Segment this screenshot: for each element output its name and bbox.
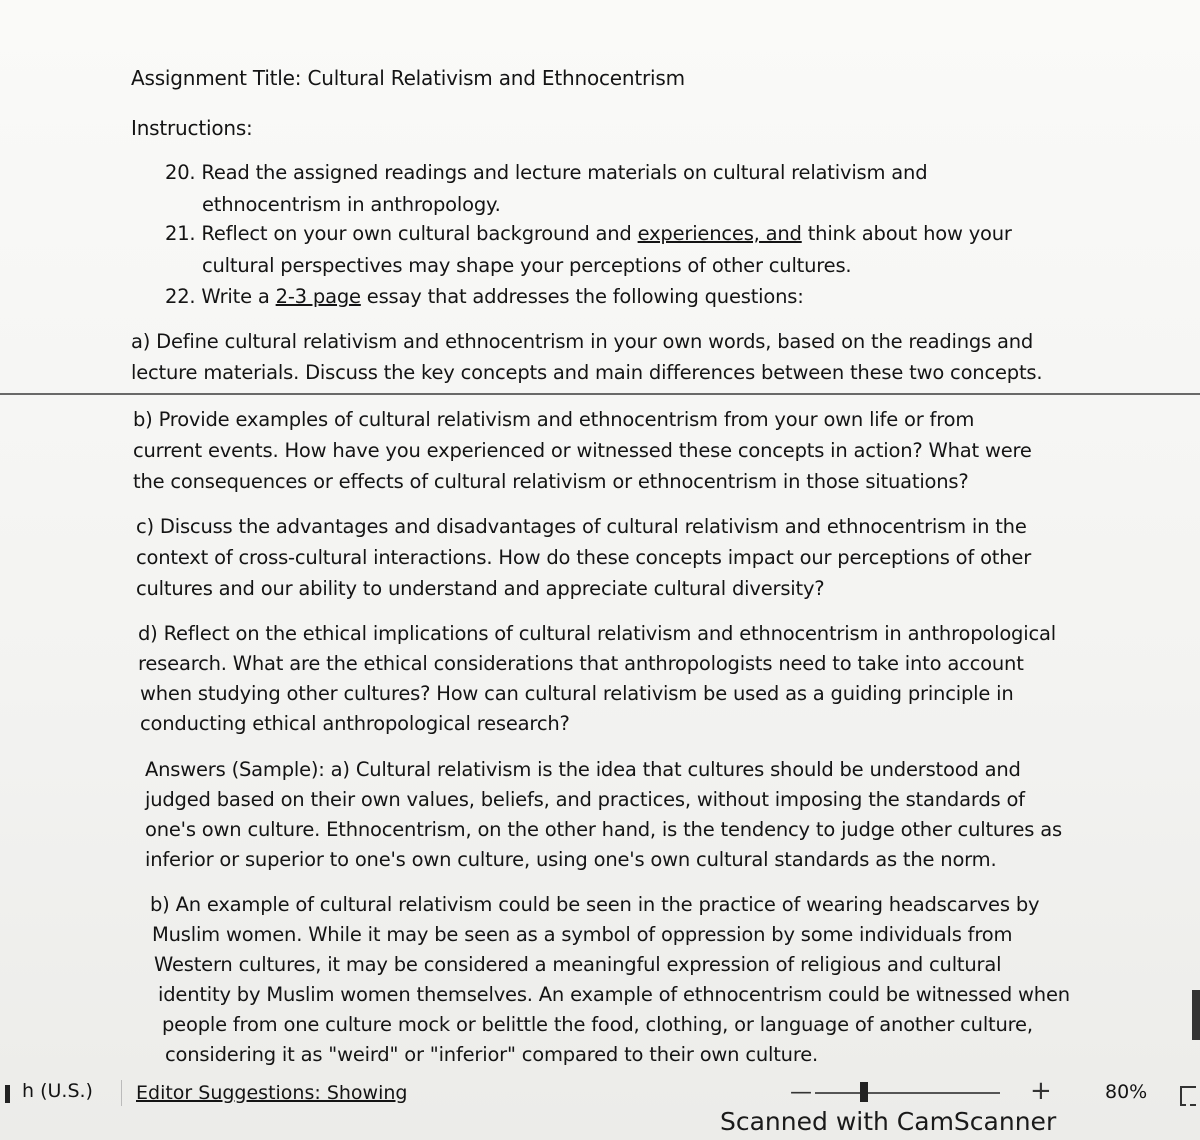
question-d-line-3: when studying other cultures? How can cultural relativism be used as a guiding principle in	[140, 682, 1014, 705]
answer-a-line-3: one's own culture. Ethnocentrism, on the other hand, is the tendency to judge other cultures as	[145, 818, 1062, 841]
answer-b-line-6: considering it as "weird" or "inferior" compared to their own culture.	[165, 1043, 819, 1066]
step-20-line-1: 20. Read the assigned readings and lecture materials on cultural relativism and	[165, 161, 928, 184]
question-a-line-2: lecture materials. Discuss the key concepts and main differences between these two concepts.	[131, 361, 1043, 384]
answer-b-line-4: identity by Muslim women themselves. An example of ethnocentrism could be witnessed when	[158, 983, 1070, 1006]
fit-page-icon[interactable]	[1180, 1086, 1196, 1106]
step-22-underlined-text: 2-3 page	[275, 285, 361, 308]
answer-b-line-3: Western cultures, it may be considered a meaningful expression of religious and cultural	[154, 953, 1002, 976]
answer-b-line-1: b) An example of cultural relativism could be seen in the practice of wearing headscarves by	[150, 893, 1040, 916]
page-edge-mark	[1192, 990, 1200, 1040]
answer-b-line-2: Muslim women. While it may be seen as a symbol of oppression by some individuals from	[152, 923, 1013, 946]
page-fold-line	[0, 393, 1200, 395]
step-21-text-pre: 21. Reflect on your own cultural background and	[165, 222, 638, 245]
question-d-line-1: d) Reflect on the ethical implications of cultural relativism and ethnocentrism in anthropological	[138, 622, 1056, 645]
zoom-slider-thumb[interactable]	[860, 1082, 868, 1102]
answer-a-line-2: judged based on their own values, beliefs, and practices, without imposing the standards of	[145, 788, 1025, 811]
question-d-line-4: conducting ethical anthropological research?	[140, 712, 570, 735]
zoom-level[interactable]: 80%	[1105, 1081, 1148, 1103]
answer-b-line-5: people from one culture mock or belittle the food, clothing, or language of another culture,	[162, 1013, 1033, 1036]
status-separator	[121, 1080, 122, 1106]
language-indicator[interactable]: h (U.S.)	[22, 1080, 93, 1102]
zoom-in-button[interactable]: +	[1030, 1076, 1052, 1106]
step-22-line-1	[165, 282, 804, 312]
step-21-underlined-text: experiences, and	[637, 222, 802, 245]
step-21-line-1	[165, 219, 1012, 249]
status-bar-edge	[5, 1085, 10, 1103]
question-b-line-3: the consequences or effects of cultural relativism or ethnocentrism in those situations?	[133, 470, 969, 493]
answer-a-line-1: Answers (Sample): a) Cultural relativism is the idea that cultures should be understood and	[145, 758, 1021, 781]
instructions-label: Instructions:	[131, 116, 253, 140]
answer-a-line-4: inferior or superior to one's own culture, using one's own cultural standards as the norm.	[145, 848, 997, 871]
question-b-line-2: current events. How have you experienced or witnessed these concepts in action? What were	[133, 439, 1032, 462]
step-22-text-post: essay that addresses the following questions:	[360, 285, 804, 308]
editor-suggestions-status[interactable]	[136, 1082, 407, 1104]
step-21-text-post: think about how your	[801, 222, 1012, 245]
zoom-slider-track[interactable]	[815, 1092, 1000, 1094]
question-c-line-1: c) Discuss the advantages and disadvantages of cultural relativism and ethnocentrism in the	[136, 515, 1027, 538]
step-21-line-2: cultural perspectives may shape your perceptions of other cultures.	[202, 254, 852, 277]
question-a-line-1: a) Define cultural relativism and ethnocentrism in your own words, based on the readings and	[131, 330, 1034, 353]
step-20-line-2: ethnocentrism in anthropology.	[202, 193, 501, 216]
question-b-line-1: b) Provide examples of cultural relativism and ethnocentrism from your own life or from	[133, 408, 975, 431]
camscanner-watermark: Scanned with CamScanner	[720, 1107, 1057, 1136]
question-d-line-2: research. What are the ethical considerations that anthropologists need to take into account	[138, 652, 1024, 675]
question-c-line-2: context of cross-cultural interactions. How do these concepts impact our perceptions of other	[136, 546, 1032, 569]
assignment-title: Assignment Title: Cultural Relativism and Ethnocentrism	[131, 66, 685, 90]
zoom-out-button[interactable]: —	[790, 1080, 812, 1105]
step-22-text-pre: 22. Write a	[165, 285, 276, 308]
editor-suggestions-label: Editor Suggestions: Showing	[136, 1082, 408, 1104]
question-c-line-3: cultures and our ability to understand and appreciate cultural diversity?	[136, 577, 825, 600]
